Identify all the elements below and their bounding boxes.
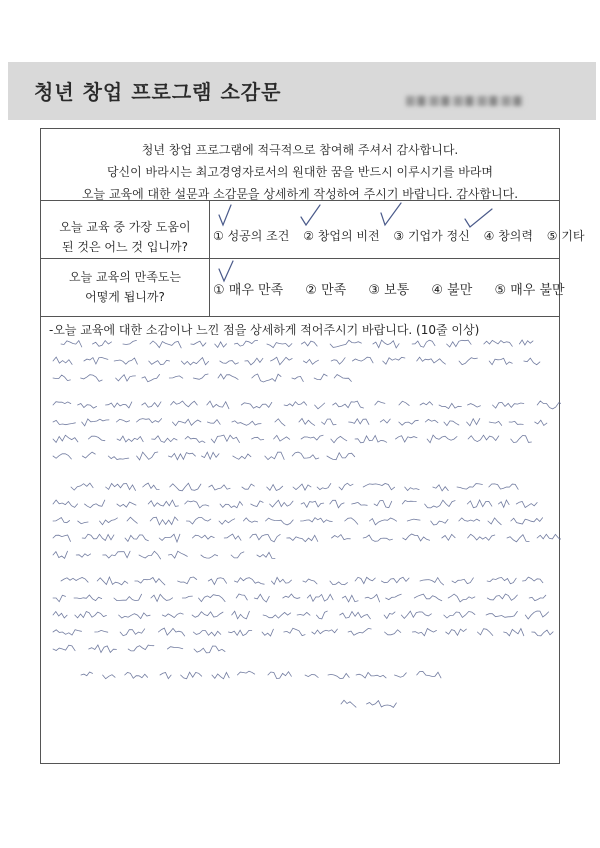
intro-line: 청년 창업 프로그램에 적극적으로 참여해 주셔서 감사합니다. [141,143,459,157]
option-startup-vision[interactable]: ② 창업의 비전 [303,229,380,243]
checkmark [381,203,401,225]
handwritten-line [71,483,518,491]
intro-line: 오늘 교육에 대한 설문과 소감문을 상세하게 작성하여 주시기 바랍니다. 감사합니다. [81,187,519,201]
option-very-satisfied[interactable]: ① 매우 만족 [213,283,284,298]
question-1-label: 오늘 교육 중 가장 도움이 된 것은 어느 것 입니까? [59,220,191,254]
handwriting-overlay [41,129,561,765]
form-header [8,62,596,120]
checkmark [465,209,492,227]
handwritten-line [53,628,553,636]
handwritten-line [53,534,561,542]
question-3-prompt: -오늘 교육에 대한 소감이나 느낀 점을 상세하게 적어주시기 바랍니다. (10줄 이상) [49,323,480,337]
blurred-name [406,96,524,106]
handwritten-line [341,700,396,707]
handwritten-line [53,645,225,653]
question-2-label: 오늘 교육의 만족도는 어떻게 됩니까? [69,270,181,304]
handwritten-line [61,577,543,585]
handwritten-line [53,401,561,409]
option-neutral[interactable]: ③ 보통 [368,283,410,298]
handwritten-line [61,340,533,348]
handwritten-line [53,594,546,602]
handwritten-line [53,374,351,382]
handwritten-line [53,500,537,508]
intro-line: 당신이 바라시는 최고경영자로서의 원대한 꿈을 반드시 이루시기를 바라며 [106,165,494,179]
survey-form [40,128,585,764]
handwritten-line [53,551,275,559]
handwritten-line [53,435,532,443]
option-very-dissatisfied[interactable]: ⑤ 매우 불만 [494,283,565,298]
form-title: 청년 창업 프로그램 소감문 [34,80,282,104]
option-success-conditions[interactable]: ① 성공의 조건 [213,229,290,243]
option-dissatisfied[interactable]: ④ 불만 [431,283,473,298]
option-creativity[interactable]: ④ 창의력 [483,229,533,243]
handwritten-line [53,419,547,426]
handwritten-line [81,671,441,679]
handwritten-line [53,611,549,619]
handwritten-line [53,517,543,525]
handwritten-line [53,357,540,365]
option-other[interactable]: ⑤ 기타 [546,229,585,243]
checkmark [219,261,233,281]
checkmark [301,205,320,225]
option-satisfied[interactable]: ② 만족 [305,283,347,298]
handwritten-line [53,452,355,460]
checkmark [219,205,231,225]
option-entrepreneurship[interactable]: ③ 기업가 정신 [393,229,470,243]
